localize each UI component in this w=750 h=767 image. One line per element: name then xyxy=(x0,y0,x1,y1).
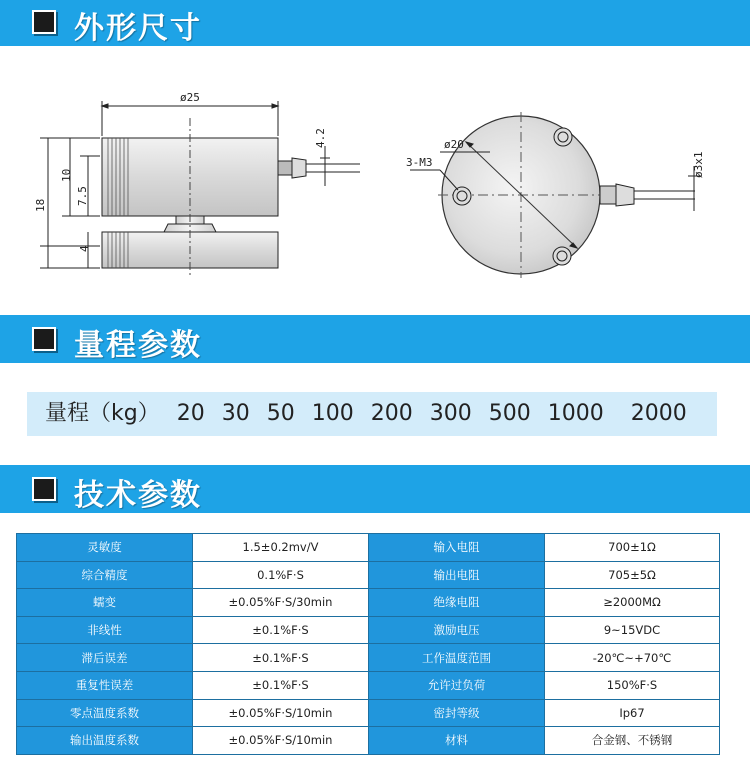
thread-label: 3-M3 xyxy=(406,156,433,169)
table-row xyxy=(17,671,720,699)
section-banner-tech xyxy=(0,465,750,513)
spec-label: 零点温度系数 xyxy=(17,699,193,727)
cable-diameter-label: ø3x1 xyxy=(692,151,705,178)
section-title-tech: 技术参数 xyxy=(74,478,202,513)
spec-value: 合金钢、不锈钢 xyxy=(545,727,720,755)
cable-4-2-label: 4.2 xyxy=(314,128,327,148)
section-title-range: 量程参数 xyxy=(74,328,202,363)
range-value: 2000 xyxy=(630,401,687,426)
spec-value: ±0.1%F·S xyxy=(193,644,369,672)
table-row xyxy=(17,616,720,644)
spec-label: 重复性误差 xyxy=(17,671,193,699)
spec-value: ±0.05%F·S/10min xyxy=(193,699,369,727)
square-bullet-icon xyxy=(32,327,56,351)
table-row xyxy=(17,644,720,672)
spec-label: 灵敏度 xyxy=(17,534,193,562)
dimension-drawing xyxy=(0,46,750,315)
table-row xyxy=(17,561,720,589)
spec-value: ≥2000MΩ xyxy=(545,589,720,617)
spec-value: 9~15VDC xyxy=(545,616,720,644)
top-view xyxy=(410,112,700,278)
spec-value: 0.1%F·S xyxy=(193,561,369,589)
spec-label: 允许过负荷 xyxy=(369,671,545,699)
height-10-label: 10 xyxy=(60,168,73,182)
range-value: 20 xyxy=(176,401,205,426)
spec-label: 蠕变 xyxy=(17,589,193,617)
square-bullet-icon xyxy=(32,477,56,501)
table-row xyxy=(17,699,720,727)
spec-value: Ip67 xyxy=(545,699,720,727)
spec-label: 输出电阻 xyxy=(369,561,545,589)
spec-table xyxy=(16,533,720,755)
range-value: 300 xyxy=(429,401,472,426)
spec-label: 绝缘电阻 xyxy=(369,589,545,617)
spec-value: ±0.05%F·S/10min xyxy=(193,727,369,755)
spec-value: 150%F·S xyxy=(545,671,720,699)
spec-label: 滞后误差 xyxy=(17,644,193,672)
table-row xyxy=(17,589,720,617)
spec-value: -20℃~+70℃ xyxy=(545,644,720,672)
spec-label: 激励电压 xyxy=(369,616,545,644)
spec-label: 输入电阻 xyxy=(369,534,545,562)
section-banner-dimensions xyxy=(0,0,750,46)
spec-label: 输出温度系数 xyxy=(17,727,193,755)
range-value: 200 xyxy=(370,401,413,426)
height-18-label: 18 xyxy=(34,198,47,212)
spec-value: 1.5±0.2mv/V xyxy=(193,534,369,562)
diameter-label: ø20 xyxy=(444,138,464,151)
spec-value: ±0.1%F·S xyxy=(193,671,369,699)
range-value: 30 xyxy=(221,401,250,426)
width-label: ø25 xyxy=(180,91,200,104)
square-bullet-icon xyxy=(32,10,56,34)
spec-label: 综合精度 xyxy=(17,561,193,589)
spec-value: 705±5Ω xyxy=(545,561,720,589)
spec-label: 非线性 xyxy=(17,616,193,644)
table-row xyxy=(17,727,720,755)
height-4-label: 4 xyxy=(78,245,91,252)
spec-value: ±0.1%F·S xyxy=(193,616,369,644)
spec-label: 工作温度范围 xyxy=(369,644,545,672)
spec-value: ±0.05%F·S/30min xyxy=(193,589,369,617)
range-value: 500 xyxy=(488,401,531,426)
table-row xyxy=(17,534,720,562)
spec-label: 密封等级 xyxy=(369,699,545,727)
height-7-5-label: 7.5 xyxy=(76,186,89,206)
range-label: 量程（kg） xyxy=(45,401,160,426)
spec-label: 材料 xyxy=(369,727,545,755)
range-value: 1000 xyxy=(547,401,604,426)
section-title-dimensions: 外形尺寸 xyxy=(74,11,202,46)
section-banner-range xyxy=(0,315,750,363)
range-values-box xyxy=(27,392,717,436)
range-value: 50 xyxy=(266,401,295,426)
spec-value: 700±1Ω xyxy=(545,534,720,562)
range-value: 100 xyxy=(311,401,354,426)
